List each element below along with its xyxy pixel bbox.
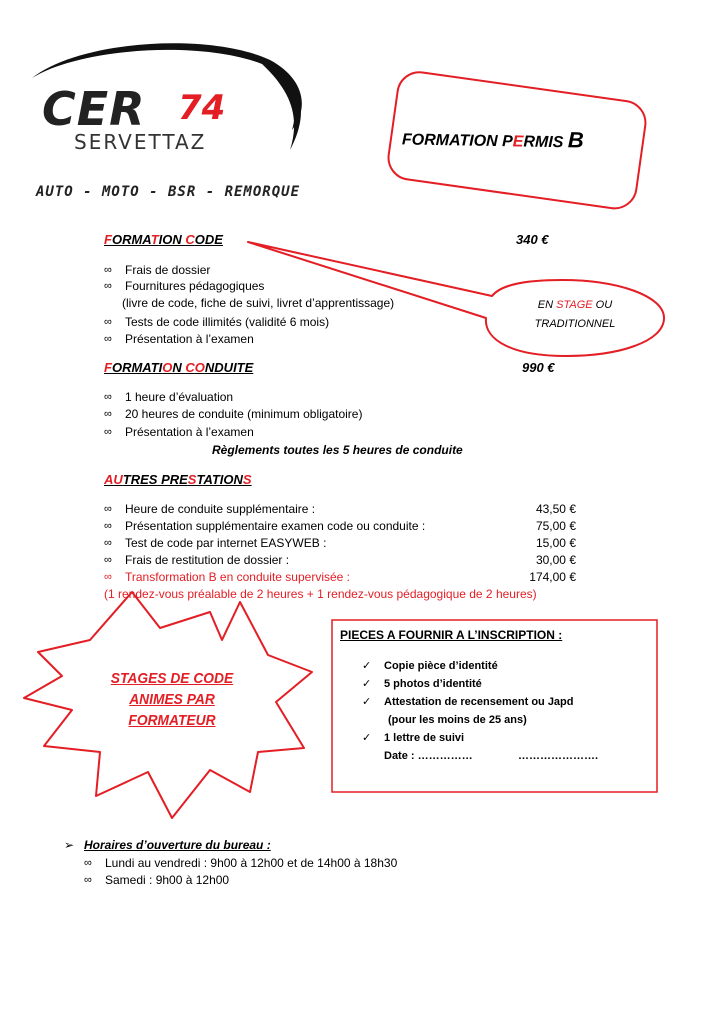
logo-tagline: AUTO - MOTO - BSR - REMORQUE	[36, 184, 301, 200]
autres-t6: S	[242, 472, 252, 487]
conduite-t6: O	[194, 360, 205, 375]
bullet-icon: ∞	[104, 426, 112, 438]
callout-en: EN	[537, 299, 557, 311]
section-title-autres	[104, 472, 252, 487]
title-p: P	[501, 133, 513, 151]
autres-t5: TATION	[196, 472, 243, 487]
code-t5: C	[185, 232, 195, 247]
list-item: 20 heures de conduite (minimum obligatoire)	[125, 407, 363, 421]
bullet-icon: ∞	[104, 554, 112, 566]
callout-text	[500, 296, 650, 334]
title-prefix: FORMATION	[401, 131, 503, 151]
list-item-price: 30,00 €	[535, 553, 576, 567]
code-t6: ODE	[194, 232, 223, 247]
conduite-t2: ORMATI	[111, 360, 163, 375]
autres-t1: A	[104, 472, 114, 487]
pieces-item: Copie pièce d’identité	[384, 660, 498, 672]
list-item-price: 15,00 €	[535, 536, 576, 550]
code-t1: F	[104, 232, 112, 247]
pieces-title: PIECES A FOURNIR A L’INSCRIPTION :	[340, 628, 563, 642]
check-icon: ✓	[362, 732, 372, 744]
list-item: 1 heure d’évaluation	[125, 390, 234, 404]
horaires-item: Samedi : 9h00 à 12h00	[105, 873, 230, 887]
list-item: Présentation à l’examen	[125, 332, 254, 346]
arrow-icon: ➢	[64, 838, 75, 852]
bullet-icon: ∞	[104, 503, 112, 515]
conduite-note: Règlements toutes les 5 heures de conduite	[212, 443, 463, 457]
pieces-item: Attestation de recensement ou Japd	[384, 696, 574, 708]
pieces-subnote: (pour les moins de 25 ans)	[388, 714, 527, 726]
bullet-icon: ∞	[104, 408, 112, 420]
list-item: Frais de dossier	[125, 263, 211, 277]
conduite-t7: NDUITE	[204, 360, 254, 375]
check-icon: ✓	[362, 660, 372, 672]
bullet-icon: ∞	[104, 264, 112, 276]
list-item-detail: (livre de code, fiche de suivi, livret d’apprentissage)	[122, 296, 395, 310]
bullet-icon: ∞	[104, 333, 112, 345]
logo-main: CER	[42, 82, 146, 136]
starburst-line2: ANIMES PAR	[129, 691, 215, 708]
autres-t4: S	[187, 472, 197, 487]
list-item-price: 75,00 €	[535, 519, 576, 533]
conduite-t1: F	[104, 360, 112, 375]
title-rmis: RMIS	[523, 133, 569, 152]
conduite-t5: C	[185, 360, 195, 375]
logo-sub: SERVETTAZ	[74, 130, 207, 154]
logo-number: 74	[178, 88, 226, 128]
list-item: Heure de conduite supplémentaire :	[125, 502, 316, 516]
list-item: Fournitures pédagogiques	[125, 279, 265, 293]
callout-traditionnel: TRADITIONNEL	[534, 318, 616, 330]
check-icon: ✓	[362, 678, 372, 690]
list-item: Frais de restitution de dossier :	[125, 553, 290, 567]
pieces-item: 5 photos d’identité	[384, 678, 482, 690]
pieces-date-dots: ………………….	[518, 750, 599, 762]
list-item: Présentation à l’examen	[125, 425, 254, 439]
bullet-icon: ∞	[104, 537, 112, 549]
title-b: B	[567, 127, 585, 153]
conduite-t4: N	[172, 360, 186, 375]
code-t4: ION	[158, 232, 186, 247]
bullet-icon: ∞	[104, 316, 112, 328]
bullet-icon: ∞	[104, 391, 112, 403]
check-icon: ✓	[362, 696, 372, 708]
horaires-title: Horaires d’ouverture du bureau :	[84, 838, 271, 852]
bullet-icon: ∞	[104, 571, 112, 583]
bullet-icon: ∞	[84, 857, 92, 869]
pieces-date-label: Date : ……………	[384, 750, 473, 762]
conduite-t3: O	[162, 360, 173, 375]
price-conduite: 990 €	[522, 360, 555, 375]
code-t2: ORMA	[111, 232, 151, 247]
section-title-code	[104, 232, 223, 247]
starburst-text	[98, 668, 245, 731]
price-code: 340 €	[516, 232, 549, 247]
title-e: E	[512, 133, 524, 151]
autres-t3: TRES PRE	[122, 472, 188, 487]
list-item: Présentation supplémentaire examen code ou conduite :	[125, 519, 426, 533]
bullet-icon: ∞	[84, 874, 92, 886]
bullet-icon: ∞	[104, 520, 112, 532]
autres-t2: U	[113, 472, 123, 487]
starburst-line3: FORMATEUR	[128, 712, 216, 729]
list-item: Tests de code illimités (validité 6 mois)	[125, 315, 330, 329]
starburst-line1: STAGES DE CODE	[110, 670, 234, 687]
list-item-price: 174,00 €	[529, 570, 576, 584]
autres-note: (1 rendez-vous préalable de 2 heures + 1 rendez-vous pédagogique de 2 heures)	[104, 587, 537, 601]
code-t3: T	[150, 232, 159, 247]
logo	[40, 74, 300, 184]
callout-stage: STAGE	[556, 299, 593, 311]
section-title-conduite	[104, 360, 253, 375]
page-title	[402, 124, 584, 153]
callout-ou: OU	[592, 299, 613, 311]
list-item: Transformation B en conduite supervisée :	[125, 570, 351, 584]
pieces-item: 1 lettre de suivi	[384, 732, 465, 744]
bullet-icon: ∞	[104, 280, 112, 292]
horaires-item: Lundi au vendredi : 9h00 à 12h00 et de 14h00 à 18h30	[105, 856, 398, 870]
list-item: Test de code par internet EASYWEB :	[125, 536, 327, 550]
list-item-price: 43,50 €	[535, 502, 576, 516]
